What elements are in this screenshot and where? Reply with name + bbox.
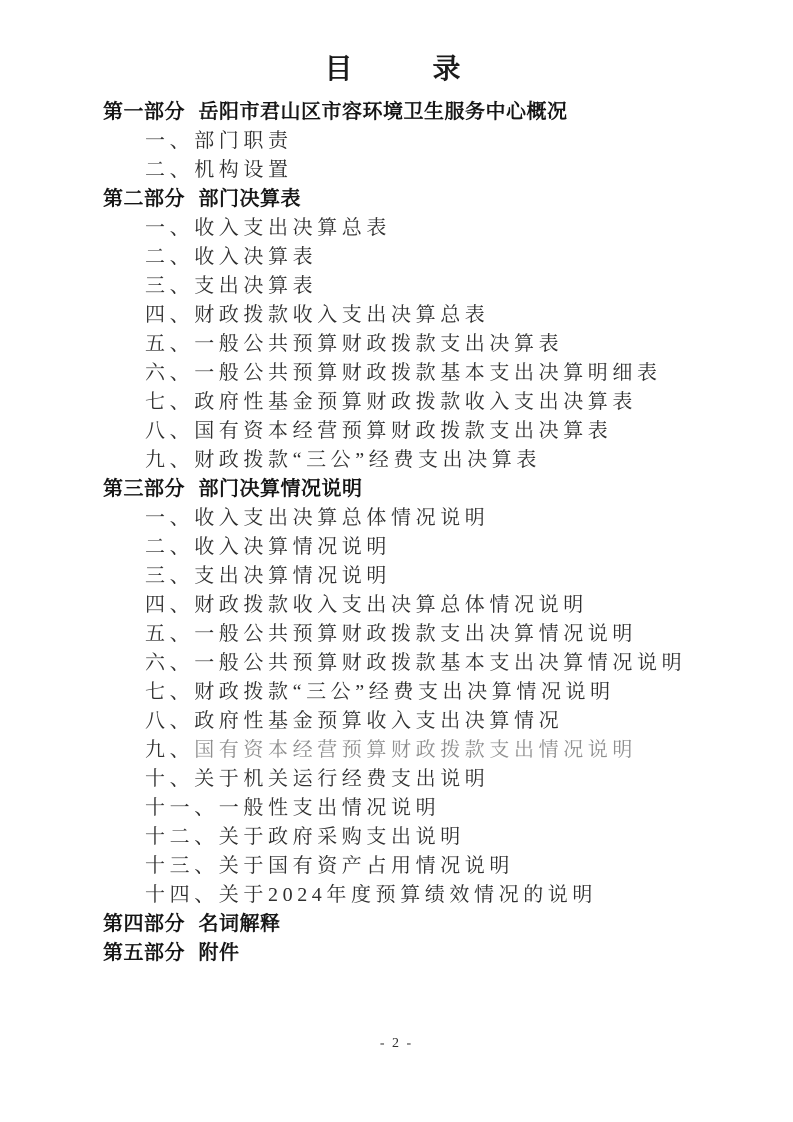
toc-item: 十二、关于政府采购支出说明: [145, 826, 465, 848]
toc-item: 三、支出决算情况说明: [145, 565, 391, 587]
toc-section-1-heading: 第一部分 岳阳市君山区市容环境卫生服务中心概况: [103, 101, 568, 123]
page-number: - 2 -: [379, 1036, 414, 1051]
toc-item-marker: 九、: [145, 739, 195, 761]
toc-item: 六、一般公共预算财政拨款基本支出决算情况说明: [145, 652, 687, 674]
toc-item: 七、财政拨款“三公”经费支出决算情况说明: [145, 681, 615, 703]
toc-item: 八、政府性基金预算收入支出决算情况: [145, 710, 564, 732]
toc-item: 十、关于机关运行经费支出说明: [145, 768, 490, 790]
toc-item: 三、支出决算表: [145, 275, 318, 297]
page-title: 目 录: [324, 54, 469, 85]
toc-item-muted-text: 国有资本经营预算财政拨款支出情况说明: [194, 739, 638, 761]
toc-item: 二、收入决算表: [145, 246, 318, 268]
table-of-contents: [0, 98, 793, 968]
toc-section-4-heading: 第四部分 名词解释: [103, 913, 281, 935]
toc-item: 二、机构设置: [145, 159, 293, 181]
toc-item: 一、收入支出决算总体情况说明: [145, 507, 490, 529]
toc-item: 一、部门职责: [145, 130, 293, 152]
toc-section-3-heading: 第三部分 部门决算情况说明: [103, 478, 363, 500]
toc-item: 六、一般公共预算财政拨款基本支出决算明细表: [145, 362, 662, 384]
toc-item: 五、一般公共预算财政拨款支出决算情况说明: [145, 623, 637, 645]
toc-item: 十一、一般性支出情况说明: [145, 797, 441, 819]
toc-item: 七、政府性基金预算财政拨款收入支出决算表: [145, 391, 637, 413]
toc-section-5-heading: 第五部分 附件: [103, 942, 240, 964]
toc-item: 八、国有资本经营预算财政拨款支出决算表: [145, 420, 613, 442]
toc-item: 十三、关于国有资产占用情况说明: [145, 855, 514, 877]
toc-item: 十四、关于2024年度预算绩效情况的说明: [145, 884, 597, 906]
toc-item: 九、财政拨款“三公”经费支出决算表: [145, 449, 541, 471]
toc-section-2-heading: 第二部分 部门决算表: [103, 188, 301, 210]
toc-item: 一、收入支出决算总表: [145, 217, 391, 239]
toc-item: 四、财政拨款收入支出决算总体情况说明: [145, 594, 588, 616]
toc-item-muted: [0, 736, 793, 765]
toc-item: 四、财政拨款收入支出决算总表: [145, 304, 490, 326]
toc-item: 五、一般公共预算财政拨款支出决算表: [145, 333, 564, 355]
toc-item: 二、收入决算情况说明: [145, 536, 391, 558]
